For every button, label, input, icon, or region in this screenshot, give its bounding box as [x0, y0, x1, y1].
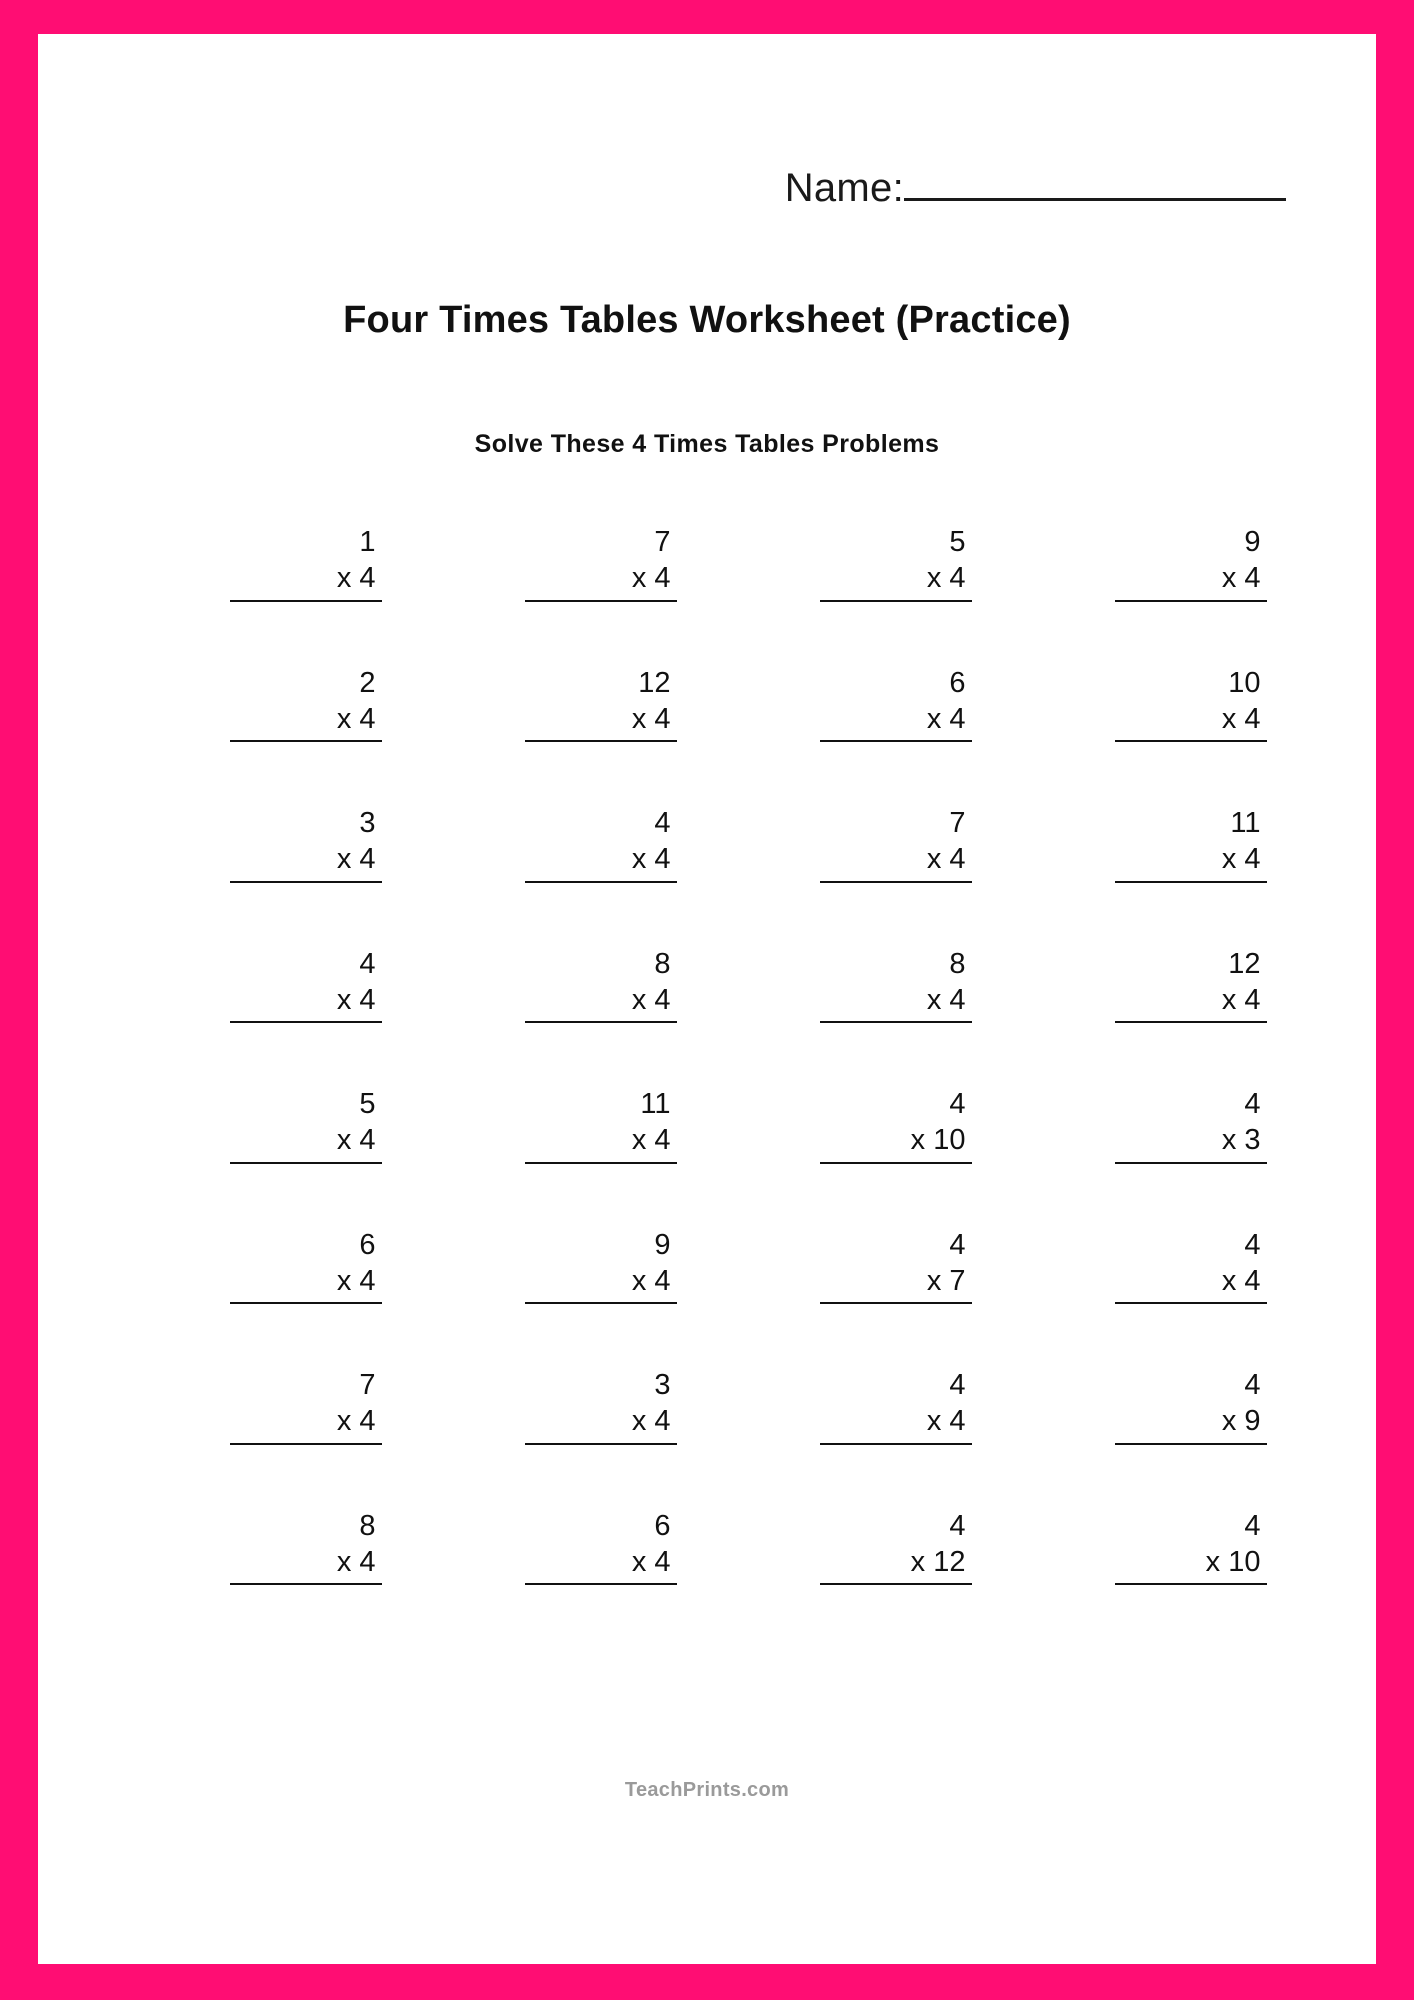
- problem-multiplicand: 4: [1244, 1509, 1261, 1542]
- problem-multiplicand: 4: [949, 1509, 966, 1542]
- problem-multiplicand: 3: [359, 807, 376, 839]
- problem-item: [820, 1086, 972, 1164]
- problem-multiplier: x 4: [230, 701, 382, 742]
- problem-multiplicand: 3: [654, 1369, 671, 1401]
- problem-item: [525, 1508, 677, 1586]
- problem-multiplier: x 4: [230, 982, 382, 1023]
- problem-multiplicand: 6: [949, 666, 966, 699]
- problem-multiplier: x 4: [1115, 560, 1267, 601]
- problem-multiplier: x 4: [820, 982, 972, 1023]
- problem-multiplicand: 10: [1228, 666, 1261, 699]
- problem-multiplicand: 7: [654, 526, 671, 558]
- problem-item: [525, 1086, 677, 1164]
- problem-multiplicand: 11: [640, 1088, 671, 1120]
- problem-item: [525, 665, 677, 743]
- problem-multiplicand: 5: [359, 1088, 376, 1120]
- problem-multiplier: x 4: [525, 1403, 677, 1444]
- problem-multiplier: x 4: [820, 701, 972, 742]
- problem-multiplier: x 7: [820, 1263, 972, 1304]
- problem-item: [1115, 946, 1267, 1024]
- problem-multiplicand: 9: [654, 1228, 671, 1261]
- problem-item: [820, 946, 972, 1024]
- problem-multiplier: x 4: [525, 841, 677, 882]
- problem-multiplier: x 4: [820, 1403, 972, 1444]
- problem-multiplier: x 4: [230, 560, 382, 601]
- problem-item: [1115, 524, 1267, 602]
- problem-item: [230, 1508, 382, 1586]
- problem-item: [820, 1367, 972, 1445]
- problem-multiplier: x 4: [525, 1544, 677, 1585]
- problem-item: [230, 946, 382, 1024]
- problem-multiplier: x 4: [230, 1122, 382, 1163]
- problem-item: [820, 665, 972, 743]
- instructions-text: Solve These 4 Times Tables Problems: [474, 430, 940, 458]
- problem-multiplicand: 6: [359, 1228, 376, 1261]
- problem-multiplicand: 9: [1244, 526, 1261, 558]
- problem-multiplicand: 4: [654, 807, 671, 839]
- problem-item: [1115, 1508, 1267, 1586]
- problem-multiplicand: 4: [949, 1088, 966, 1120]
- problem-multiplier: x 3: [1115, 1122, 1267, 1163]
- problem-item: [525, 805, 677, 883]
- problem-item: [230, 1086, 382, 1164]
- problem-item: [230, 1227, 382, 1305]
- problem-item: [525, 1227, 677, 1305]
- problem-item: [820, 805, 972, 883]
- problem-multiplicand: 4: [359, 947, 376, 980]
- problem-item: [230, 805, 382, 883]
- problem-multiplier: x 4: [820, 841, 972, 882]
- problem-multiplier: x 4: [1115, 982, 1267, 1023]
- problem-multiplier: x 12: [820, 1544, 972, 1585]
- worksheet-page: [38, 34, 1376, 1964]
- problem-multiplicand: 4: [1244, 1369, 1261, 1401]
- problem-item: [525, 946, 677, 1024]
- problem-item: [230, 1367, 382, 1445]
- name-label: Name:: [784, 166, 904, 210]
- problem-multiplier: x 4: [230, 1403, 382, 1444]
- problem-multiplier: x 4: [525, 1263, 677, 1304]
- problem-item: [525, 1367, 677, 1445]
- problem-multiplicand: 11: [1230, 807, 1261, 839]
- name-input-blank[interactable]: [904, 162, 1286, 201]
- problem-item: [820, 1508, 972, 1586]
- problem-multiplier: x 10: [820, 1122, 972, 1163]
- problem-multiplicand: 7: [949, 807, 966, 839]
- problem-item: [820, 524, 972, 602]
- problem-multiplicand: 7: [359, 1369, 376, 1401]
- problem-multiplicand: 12: [1228, 947, 1261, 980]
- problem-item: [1115, 665, 1267, 743]
- problem-multiplier: x 4: [1115, 841, 1267, 882]
- problem-multiplier: x 4: [820, 560, 972, 601]
- problem-multiplier: x 4: [525, 1122, 677, 1163]
- name-field-row: [785, 162, 1286, 211]
- problem-multiplicand: 4: [1244, 1228, 1261, 1261]
- problems-grid: [158, 524, 1338, 1585]
- problem-multiplicand: 8: [654, 947, 671, 980]
- problem-multiplicand: 6: [654, 1509, 671, 1542]
- problem-multiplier: x 4: [525, 701, 677, 742]
- problem-item: [525, 524, 677, 602]
- problem-multiplicand: 2: [359, 666, 376, 699]
- problem-multiplier: x 4: [1115, 1263, 1267, 1304]
- problem-multiplier: x 4: [525, 560, 677, 601]
- problem-item: [1115, 805, 1267, 883]
- problem-multiplier: x 9: [1115, 1403, 1267, 1444]
- problem-item: [820, 1227, 972, 1305]
- footer-credit: TeachPrints.com: [624, 1779, 790, 1801]
- problem-multiplier: x 4: [525, 982, 677, 1023]
- problem-item: [1115, 1086, 1267, 1164]
- problem-multiplier: x 4: [1115, 701, 1267, 742]
- problem-multiplicand: 4: [949, 1369, 966, 1401]
- problem-multiplicand: 4: [949, 1228, 966, 1261]
- problem-multiplicand: 4: [1244, 1088, 1261, 1120]
- problem-multiplicand: 12: [638, 666, 671, 699]
- problem-multiplicand: 1: [359, 526, 376, 558]
- problem-item: [1115, 1367, 1267, 1445]
- problem-item: [230, 524, 382, 602]
- problem-multiplicand: 8: [359, 1509, 376, 1542]
- problem-multiplier: x 10: [1115, 1544, 1267, 1585]
- problem-multiplier: x 4: [230, 1544, 382, 1585]
- problem-item: [230, 665, 382, 743]
- problem-multiplicand: 8: [949, 947, 966, 980]
- page-title: Four Times Tables Worksheet (Practice): [343, 299, 1071, 341]
- problem-multiplicand: 5: [949, 526, 966, 558]
- problem-item: [1115, 1227, 1267, 1305]
- problem-multiplier: x 4: [230, 1263, 382, 1304]
- problem-multiplier: x 4: [230, 841, 382, 882]
